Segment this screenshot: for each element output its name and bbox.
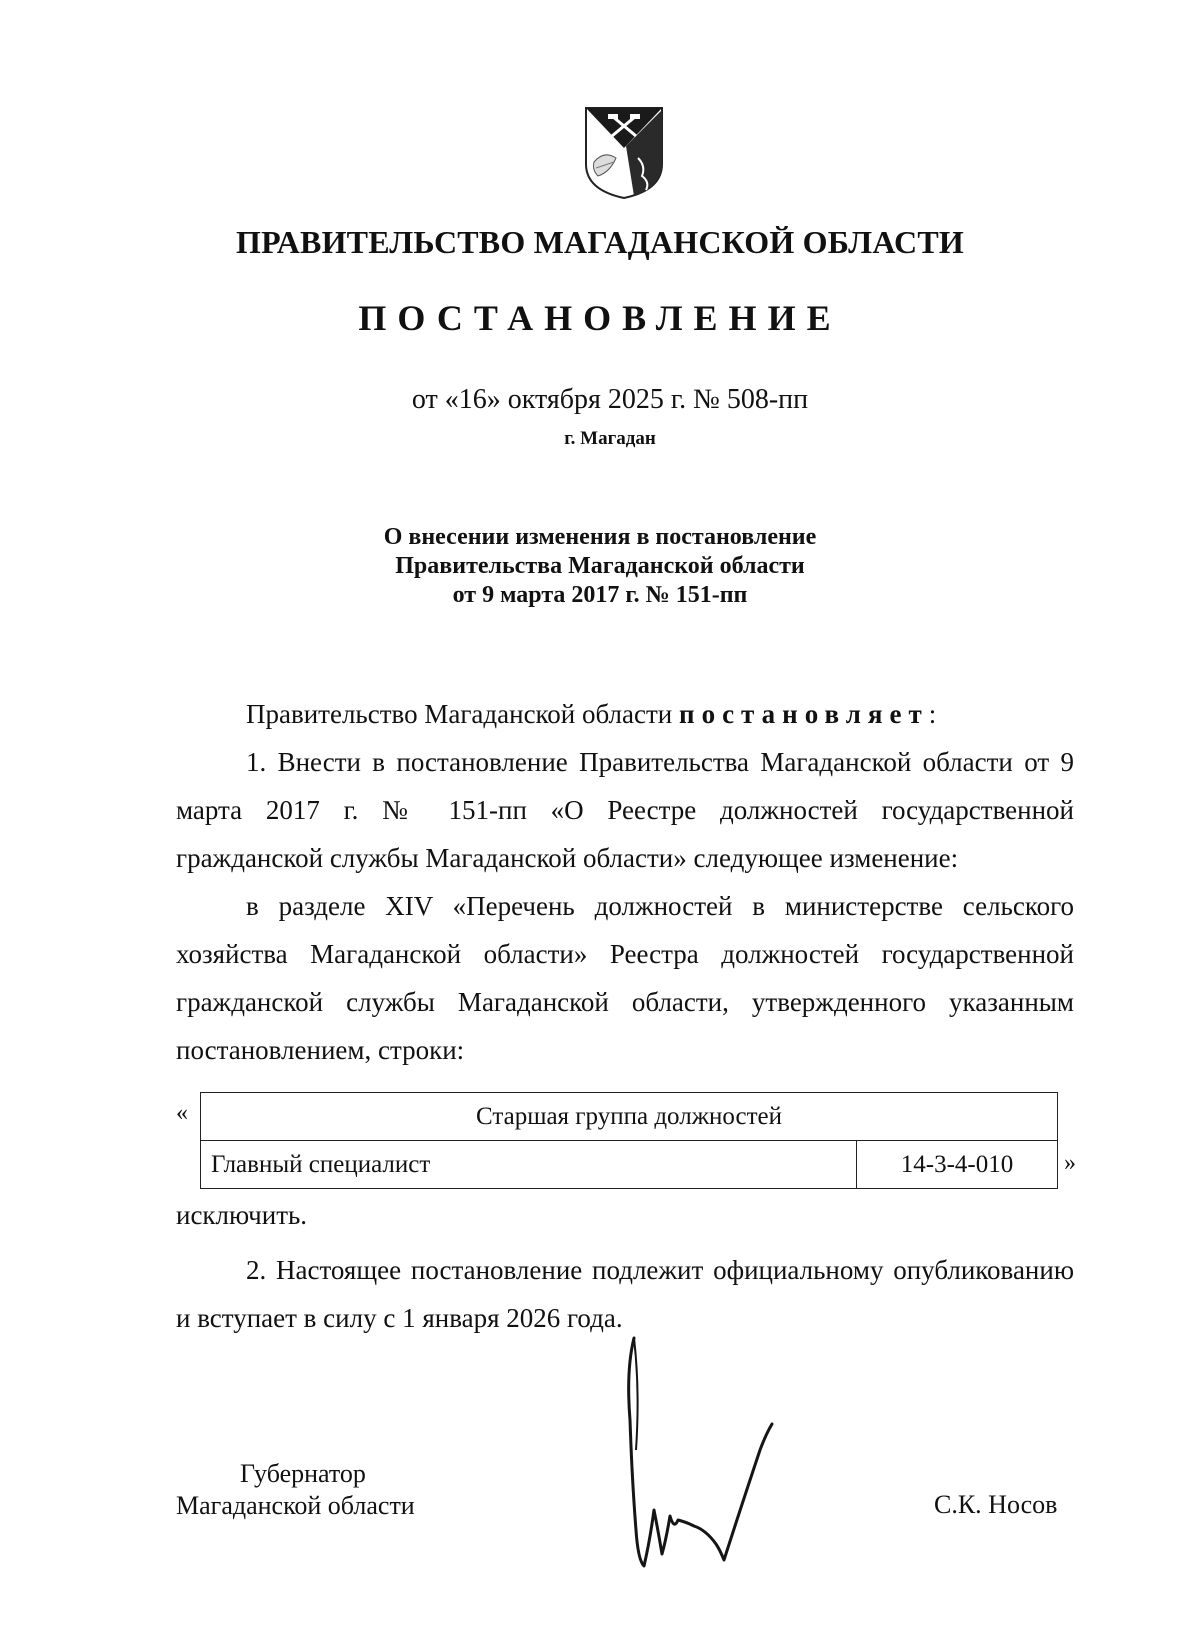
government-title: ПРАВИТЕЛЬСТВО МАГАДАНСКОЙ ОБЛАСТИ <box>235 224 964 260</box>
signatory-name: С.К. Носов <box>934 1490 1058 1519</box>
document-subject <box>0 523 1200 610</box>
subject-line: Правительства Магаданской области <box>395 553 805 579</box>
closing-quote: » <box>1064 1150 1076 1176</box>
excluded-rows-block <box>176 1092 1086 1196</box>
preamble-text: Правительство Магаданской области <box>246 699 673 729</box>
subject-line: от 9 марта 2017 г. № 151-пп <box>452 582 748 608</box>
coat-of-arms-icon <box>584 106 664 200</box>
position-cell: Главный специалист <box>201 1141 857 1189</box>
signatory-title <box>176 1458 415 1522</box>
signatory-title-line: Губернатор <box>240 1459 366 1488</box>
subject-line: О внесении изменения в постановление <box>383 524 817 550</box>
preamble-colon: : <box>928 699 937 729</box>
preamble-verb: постановляет <box>679 699 929 729</box>
table-row <box>201 1093 1058 1141</box>
position-code-cell: 14-3-4-010 <box>857 1141 1058 1189</box>
opening-quote: « <box>176 1100 188 1126</box>
document-city: г. Магадан <box>564 428 656 449</box>
item-1: 1. Внести в постановление Правительства Магаданской области от 9 марта 2017 г. № 151-пп «О Реестре должностей государственной гражданской службы Магаданской области» следующее изменение: <box>176 747 1074 873</box>
group-header-cell: Старшая группа должностей <box>201 1093 1058 1141</box>
preamble <box>176 690 1074 738</box>
table-row <box>201 1141 1058 1189</box>
item-2: 2. Настоящее постановление подлежит официальному опубликованию и вступает в силу с 1 января 2026 года. <box>176 1255 1074 1333</box>
registry-rows-table <box>200 1092 1058 1189</box>
document-body <box>176 690 1074 1074</box>
item-1-detail: в разделе XIV «Перечень должностей в министерстве сельского хозяйства Магаданской области» Реестра должностей государственной гражданской службы Магаданской области, утвержденного указанным постановлением, строки: <box>176 891 1074 1065</box>
exclude-text: исключить. <box>176 1200 308 1230</box>
signatory-title-line: Магаданской области <box>176 1491 415 1520</box>
document-date-number: от «16» октября 2025 г. № 508-пп <box>411 384 809 415</box>
handwritten-signature-icon <box>620 1330 820 1580</box>
document-type: ПОСТАНОВЛЕНИЕ <box>358 298 842 338</box>
